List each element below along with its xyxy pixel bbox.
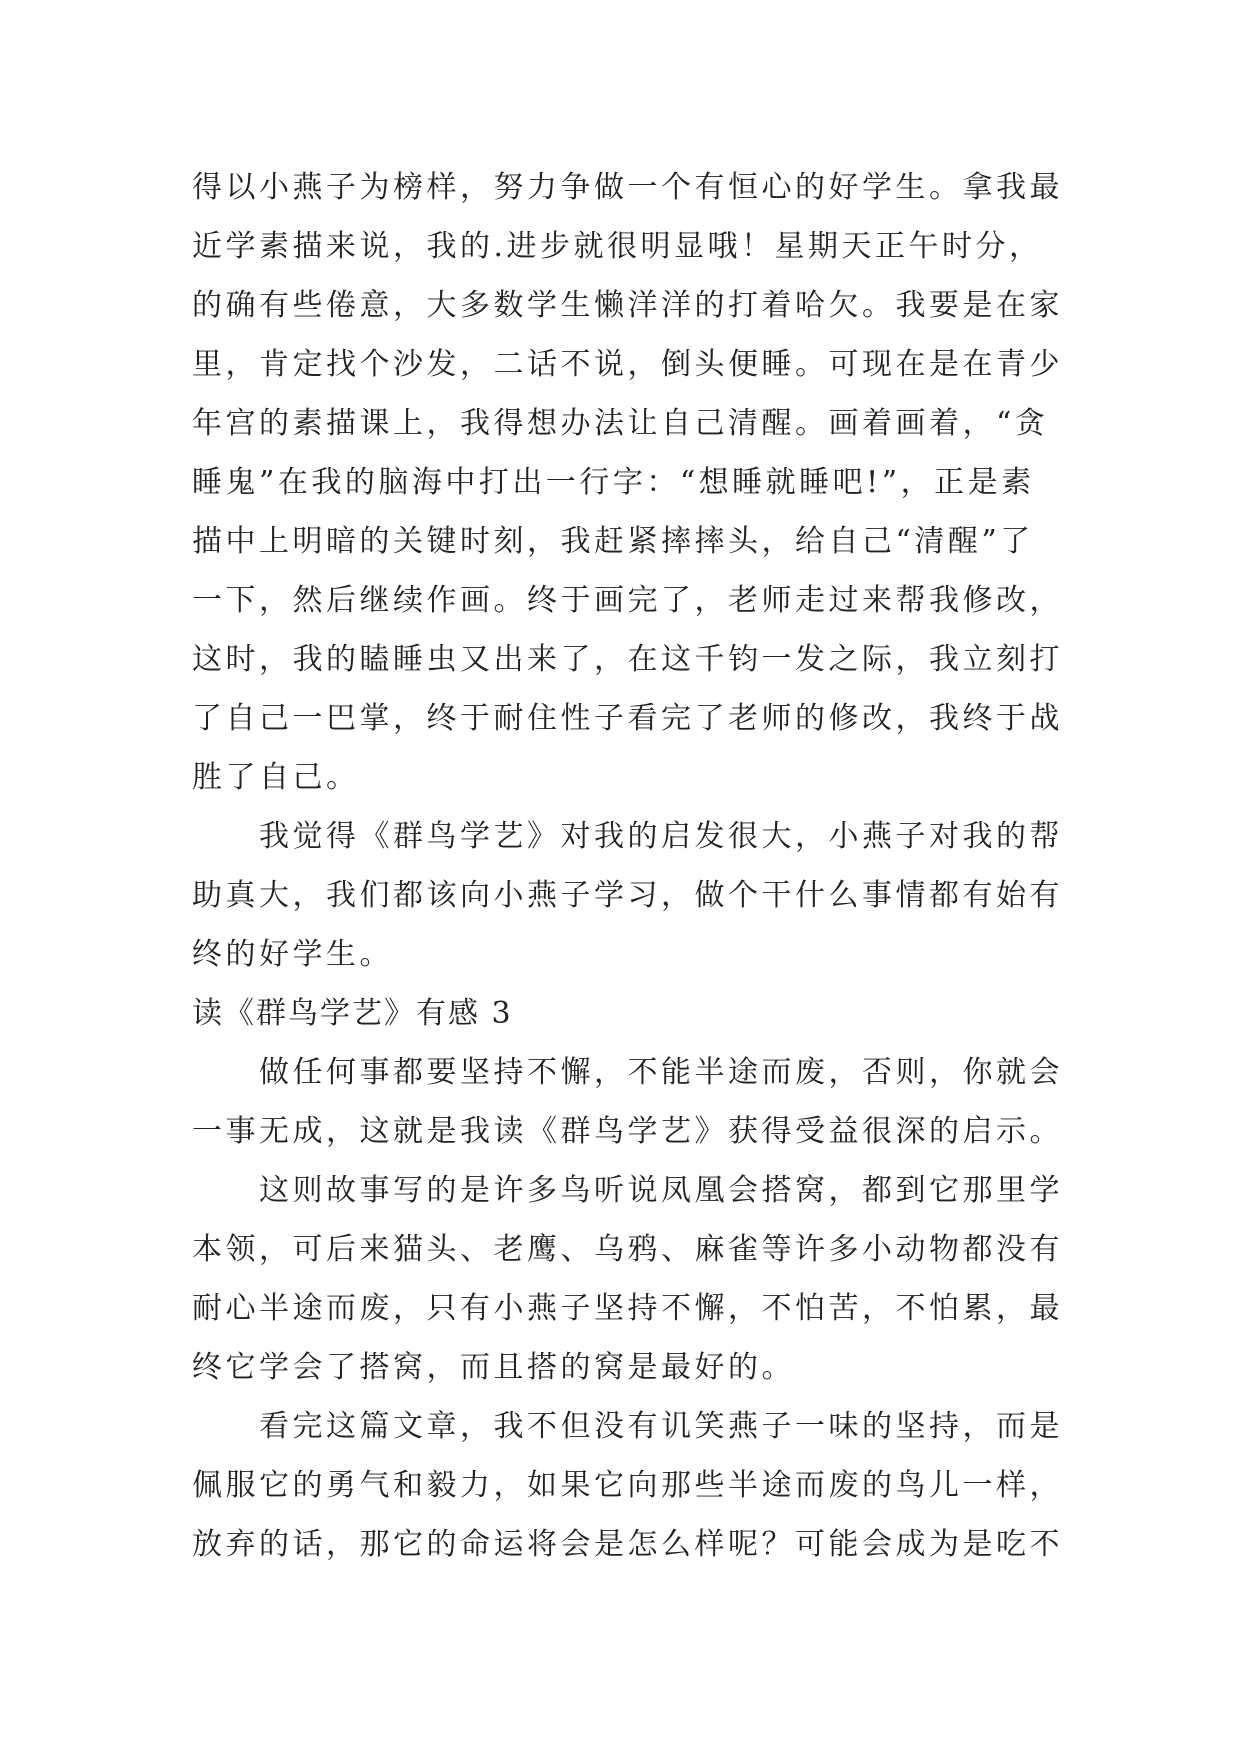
text-line: 这则故事写的是许多鸟听说凤凰会搭窝，都到它那里学 bbox=[192, 1173, 1063, 1208]
text-line: 一下，然后继续作画。终于画完了，老师走过来帮我修改， bbox=[192, 583, 1063, 618]
text-line: 了自己一巴掌，终于耐住性子看完了老师的修改，我终于战 bbox=[192, 701, 1063, 736]
text-line: 助真大，我们都该向小燕子学习，做个干什么事情都有始有 bbox=[192, 878, 1063, 913]
text-line: 耐心半途而废，只有小燕子坚持不懈，不怕苦，不怕累，最 bbox=[192, 1291, 1063, 1326]
text-line: 佩服它的勇气和毅力，如果它向那些半途而废的鸟儿一样， bbox=[192, 1468, 1063, 1503]
text-line: 终的好学生。 bbox=[192, 937, 393, 972]
text-line: 本领，可后来猫头、老鹰、乌鸦、麻雀等许多小动物都没有 bbox=[192, 1232, 1063, 1267]
text-line: 描中上明暗的关键时刻，我赶紧摔摔头，给自己“清醒”了 bbox=[192, 524, 1034, 559]
text-line: 的确有些倦意，大多数学生懒洋洋的打着哈欠。我要是在家 bbox=[192, 288, 1063, 323]
text-line: 睡鬼”在我的脑海中打出一行字：“想睡就睡吧!”，正是素 bbox=[192, 465, 1035, 500]
text-line: 里，肯定找个沙发，二话不说，倒头便睡。可现在是在青少 bbox=[192, 347, 1063, 382]
text-line: 这时，我的瞌睡虫又出来了，在这千钧一发之际，我立刻打 bbox=[192, 642, 1063, 677]
document-body bbox=[192, 158, 1072, 1574]
text-line: 近学素描来说，我的.进步就很明显哦！星期天正午时分， bbox=[192, 229, 1043, 264]
text-line: 年宫的素描课上，我得想办法让自己清醒。画着画着，“贪 bbox=[192, 406, 1049, 441]
text-line: 做任何事都要坚持不懈，不能半途而废，否则，你就会 bbox=[192, 1055, 1063, 1090]
section-heading: 读《群鸟学艺》有感 3 bbox=[192, 996, 513, 1031]
text-line: 一事无成，这就是我读《群鸟学艺》获得受益很深的启示。 bbox=[192, 1114, 1063, 1149]
text-line: 我觉得《群鸟学艺》对我的启发很大，小燕子对我的帮 bbox=[192, 819, 1063, 854]
text-line: 看完这篇文章，我不但没有讥笑燕子一味的坚持，而是 bbox=[192, 1409, 1063, 1444]
text-line: 胜了自己。 bbox=[192, 760, 360, 795]
text-line: 放弃的话，那它的命运将会是怎么样呢？可能会成为是吃不 bbox=[192, 1527, 1063, 1562]
text-line: 终它学会了搭窝，而且搭的窝是最好的。 bbox=[192, 1350, 795, 1385]
text-line: 得以小燕子为榜样，努力争做一个有恒心的好学生。拿我最 bbox=[192, 170, 1063, 205]
